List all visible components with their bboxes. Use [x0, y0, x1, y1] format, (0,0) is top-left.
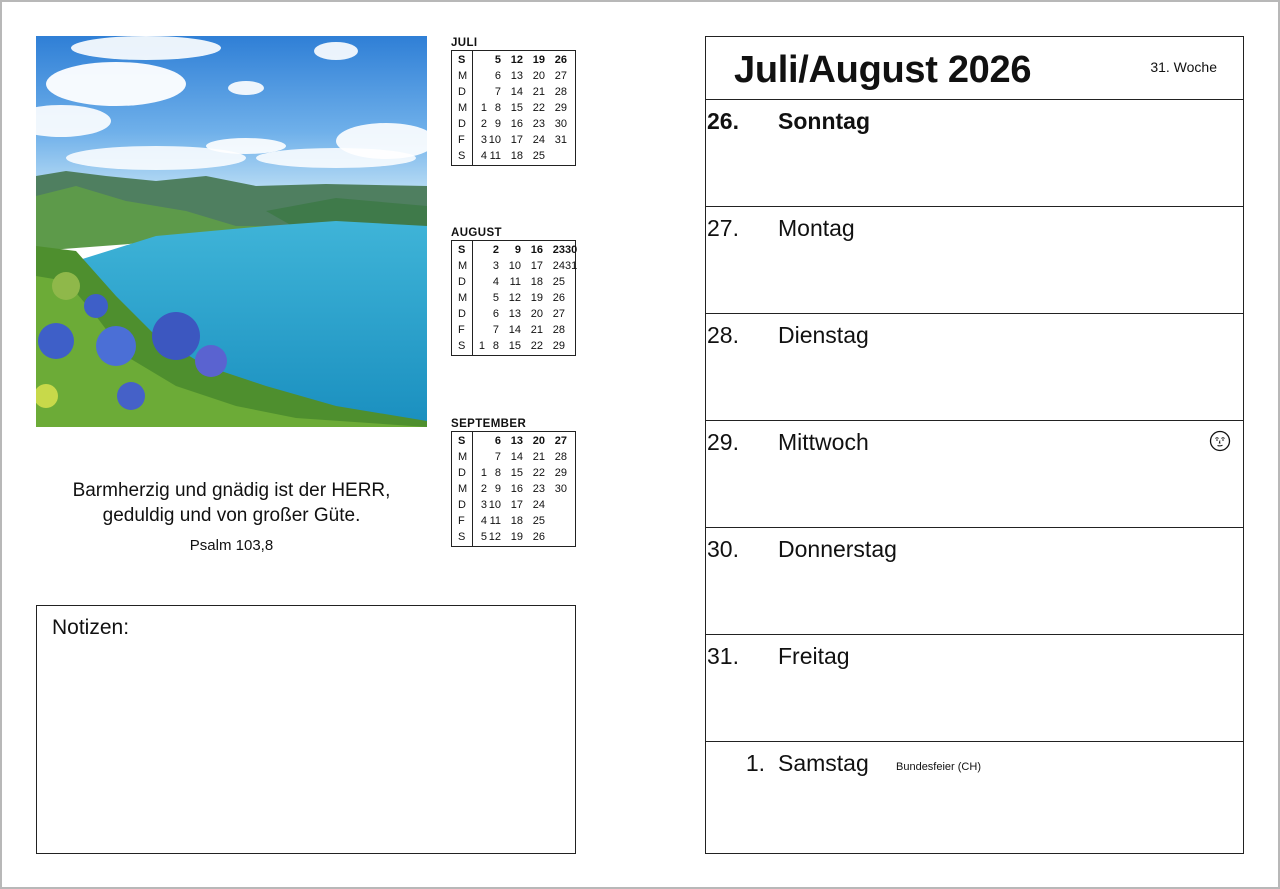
mini-calendar-title: JULI	[451, 37, 478, 49]
day-name: Samstag	[778, 750, 869, 776]
week-row: 6 13 20 27	[494, 70, 567, 82]
day-row-wednesday[interactable]	[706, 421, 1243, 528]
day-numbers	[473, 241, 578, 355]
weekday-label: D	[458, 467, 466, 479]
day-number: 28.	[707, 322, 739, 348]
week-row: 4 11 18 25	[492, 276, 565, 288]
weekday-label: D	[458, 308, 466, 320]
day-number: 26.	[707, 108, 739, 134]
week-row: 7 14 21 28	[494, 451, 567, 463]
day-numbers	[473, 432, 575, 546]
weekday-column	[452, 432, 473, 546]
week-row: 1 8 15 22 29	[480, 467, 567, 479]
weekday-label: M	[458, 260, 468, 272]
weekday-label: S	[458, 54, 466, 66]
week-row: 7 14 21 28	[494, 86, 567, 98]
day-row-thursday[interactable]	[706, 528, 1243, 635]
quote-reference: Psalm 103,8	[189, 537, 274, 554]
day-name: Donnerstag	[778, 536, 897, 562]
mini-calendar-august	[451, 226, 576, 356]
week-row: 3 10 17 24	[480, 499, 545, 511]
weekday-label: S	[458, 244, 466, 256]
day-name: Montag	[778, 215, 855, 241]
week-row: 4 11 18 25	[480, 150, 545, 162]
mini-calendar-title: AUGUST	[451, 227, 502, 239]
week-row: 4 11 18 25	[480, 515, 545, 527]
day-name: Dienstag	[778, 322, 869, 348]
notes-box[interactable]	[36, 605, 576, 854]
weekday-label: F	[458, 134, 465, 146]
holiday-note: Bundesfeier (CH)	[896, 761, 981, 773]
week-row: 5 12 19 26	[494, 54, 567, 66]
week-planner	[705, 36, 1244, 854]
mini-calendar-july	[451, 36, 576, 166]
week-row: 7 14 21 28	[492, 324, 565, 336]
weekday-label: D	[458, 499, 466, 511]
weekday-label: M	[458, 292, 468, 304]
week-row: 6 13 20 27	[494, 435, 567, 447]
day-row-tuesday[interactable]	[706, 314, 1243, 421]
bible-quote	[36, 478, 427, 554]
week-number: 31. Woche	[1150, 59, 1217, 75]
planner-header	[706, 37, 1243, 100]
quote-line-2: geduldig und von großer Güte.	[102, 505, 361, 526]
day-number: 27.	[707, 215, 739, 241]
day-number: 1.	[745, 750, 765, 776]
week-row: 1 8 15 22 29	[480, 102, 567, 114]
full-moon-icon	[1209, 430, 1231, 452]
week-row: 5 12 19 26	[480, 531, 545, 543]
week-row: 5 12 19 26	[492, 292, 565, 304]
week-row: 1 8 15 22 29	[478, 340, 565, 352]
weekday-label: S	[458, 340, 466, 352]
mini-calendar-title: SEPTEMBER	[451, 418, 527, 430]
mini-calendar-september	[451, 417, 576, 547]
weekday-label: M	[458, 483, 468, 495]
day-row-monday[interactable]	[706, 207, 1243, 314]
day-name: Mittwoch	[778, 429, 869, 455]
week-row: 6 13 20 27	[492, 308, 565, 320]
planner-title: Juli/August 2026	[734, 49, 1032, 91]
weekday-label: S	[458, 531, 466, 543]
week-row: 2 9 16 23 30	[480, 118, 567, 130]
weekday-label: S	[458, 150, 466, 162]
notes-label: Notizen:	[52, 616, 130, 639]
day-row-saturday[interactable]	[706, 742, 1243, 854]
day-number: 30.	[707, 536, 739, 562]
day-name: Sonntag	[778, 108, 870, 134]
day-row-sunday[interactable]	[706, 100, 1243, 207]
weekday-label: F	[458, 324, 465, 336]
weekday-label: D	[458, 276, 466, 288]
day-row-friday[interactable]	[706, 635, 1243, 742]
day-number: 29.	[707, 429, 739, 455]
week-row: 2 9 16 23 30	[492, 244, 578, 256]
landscape-photo	[36, 36, 427, 427]
week-row: 3 10 17 24 31	[480, 134, 567, 146]
day-name: Freitag	[778, 643, 850, 669]
weekday-label: D	[458, 118, 466, 130]
week-row: 2 9 16 23 30	[480, 483, 567, 495]
weekday-label: S	[458, 435, 466, 447]
weekday-label: M	[458, 102, 468, 114]
weekday-column	[452, 241, 473, 355]
weekday-column	[452, 51, 473, 165]
weekday-label: F	[458, 515, 465, 527]
quote-line-1: Barmherzig und gnädig ist der HERR,	[72, 480, 391, 501]
mini-calendar-grid	[451, 50, 576, 166]
weekday-label: M	[458, 70, 468, 82]
weekday-label: M	[458, 451, 468, 463]
weekday-label: D	[458, 86, 466, 98]
mini-calendar-grid	[451, 431, 576, 547]
day-number: 31.	[707, 643, 739, 669]
mini-calendar-grid	[451, 240, 576, 356]
day-numbers	[473, 51, 575, 165]
week-row: 3 10 17 24 31	[492, 260, 578, 272]
